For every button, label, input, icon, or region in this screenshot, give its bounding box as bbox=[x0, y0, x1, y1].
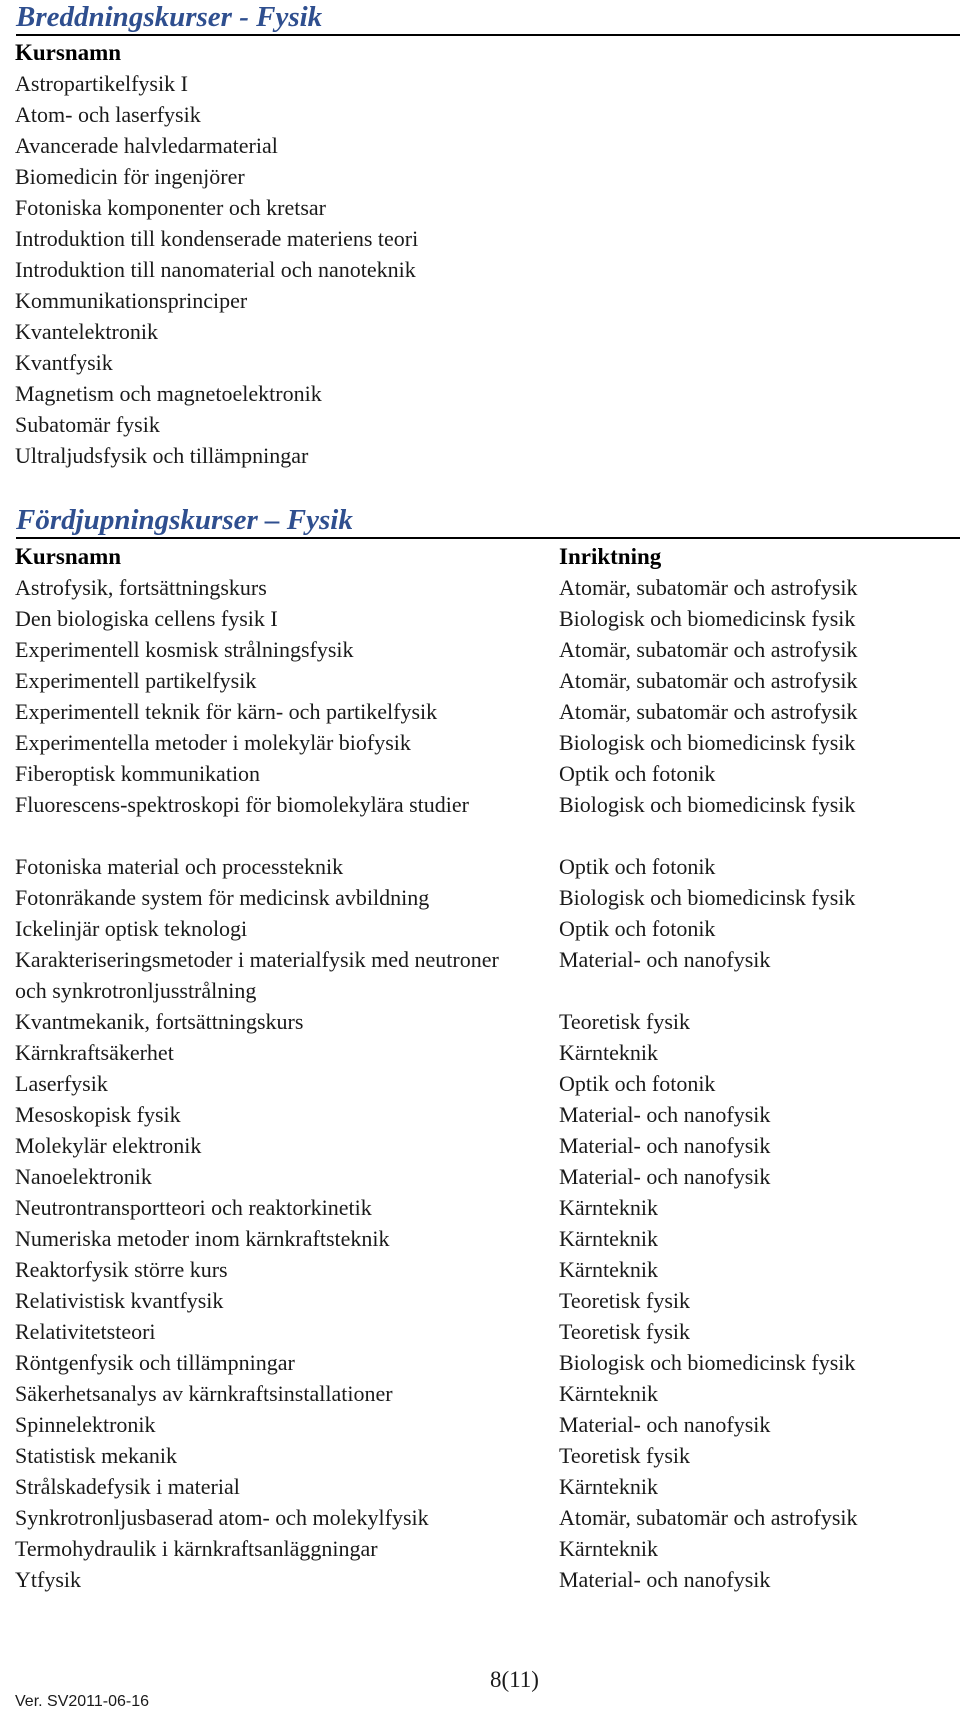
depth-course-track: Material- och nanofysik bbox=[559, 1567, 771, 1592]
depth-course-track: Teoretisk fysik bbox=[559, 1009, 691, 1034]
depth-course-name: Fotonräkande system för medicinsk avbildning bbox=[15, 885, 430, 910]
depth-course-name: Astrofysik, fortsättningskurs bbox=[15, 575, 267, 600]
depth-course-track: Atomär, subatomär och astrofysik bbox=[559, 699, 858, 724]
depth-course-track: Material- och nanofysik bbox=[559, 1102, 771, 1127]
depth-course-track: Teoretisk fysik bbox=[559, 1443, 691, 1468]
depth-course-name: Laserfysik bbox=[15, 1071, 108, 1096]
depth-heading: Fördjupningskurser – Fysik bbox=[16, 503, 960, 539]
depth-course-name: Fotoniska material och processteknik bbox=[15, 854, 344, 879]
depth-course-name: Molekylär elektronik bbox=[15, 1133, 202, 1158]
depth-course-name: Numeriska metoder inom kärnkraftsteknik bbox=[15, 1226, 390, 1251]
breadth-course-item: Introduktion till nanomaterial och nanoteknik bbox=[15, 257, 416, 282]
breadth-course-item: Atom- och laserfysik bbox=[15, 102, 201, 127]
depth-course-name: Relativistisk kvantfysik bbox=[15, 1288, 224, 1313]
breadth-column-header-course: Kursnamn bbox=[15, 40, 122, 65]
depth-course-name: Säkerhetsanalys av kärnkraftsinstallationer bbox=[15, 1381, 393, 1406]
depth-course-track: Atomär, subatomär och astrofysik bbox=[559, 668, 858, 693]
depth-course-name: Ytfysik bbox=[15, 1567, 81, 1592]
depth-course-name: Statistisk mekanik bbox=[15, 1443, 177, 1468]
depth-course-track: Kärnteknik bbox=[559, 1536, 658, 1561]
depth-course-name: Strålskadefysik i material bbox=[15, 1474, 240, 1499]
breadth-course-item: Magnetism och magnetoelektronik bbox=[15, 381, 322, 406]
depth-column-header-course: Kursnamn bbox=[15, 544, 122, 569]
breadth-course-item: Astropartikelfysik I bbox=[15, 71, 188, 96]
depth-course-name: Nanoelektronik bbox=[15, 1164, 152, 1189]
depth-column-header-track: Inriktning bbox=[559, 544, 662, 569]
depth-course-track: Kärnteknik bbox=[559, 1195, 658, 1220]
depth-course-track: Biologisk och biomedicinsk fysik bbox=[559, 792, 856, 817]
depth-course-track: Optik och fotonik bbox=[559, 916, 716, 941]
depth-course-name: Röntgenfysik och tillämpningar bbox=[15, 1350, 295, 1375]
depth-course-name: Experimentell kosmisk strålningsfysik bbox=[15, 637, 354, 662]
depth-course-name: Fluorescens-spektroskopi för biomolekylära studier bbox=[15, 792, 469, 817]
depth-course-track: Kärnteknik bbox=[559, 1474, 658, 1499]
depth-course-name: Relativitetsteori bbox=[15, 1319, 156, 1344]
depth-course-name: Fiberoptisk kommunikation bbox=[15, 761, 261, 786]
depth-course-track: Material- och nanofysik bbox=[559, 1133, 771, 1158]
depth-course-name: Reaktorfysik större kurs bbox=[15, 1257, 228, 1282]
depth-course-track: Material- och nanofysik bbox=[559, 1412, 771, 1437]
breadth-course-item: Kvantfysik bbox=[15, 350, 113, 375]
page-number: 8(11) bbox=[490, 1667, 539, 1692]
breadth-course-item: Introduktion till kondenserade materiens teori bbox=[15, 226, 419, 251]
depth-course-name: Mesoskopisk fysik bbox=[15, 1102, 181, 1127]
depth-course-name: Neutrontransportteori och reaktorkinetik bbox=[15, 1195, 372, 1220]
depth-course-name: Kärnkraftsäkerhet bbox=[15, 1040, 174, 1065]
breadth-course-item: Avancerade halvledarmaterial bbox=[15, 133, 278, 158]
depth-course-track: Optik och fotonik bbox=[559, 854, 716, 879]
depth-course-track: Kärnteknik bbox=[559, 1040, 658, 1065]
depth-course-name: Karakteriseringsmetoder i materialfysik med neutroner och synkrotronljusstrålning bbox=[15, 947, 499, 1003]
breadth-course-item: Subatomär fysik bbox=[15, 412, 160, 437]
depth-course-name: Synkrotronljusbaserad atom- och molekylfysik bbox=[15, 1505, 429, 1530]
depth-course-name: Experimentell partikelfysik bbox=[15, 668, 257, 693]
depth-course-track: Material- och nanofysik bbox=[559, 1164, 771, 1189]
depth-course-track: Optik och fotonik bbox=[559, 1071, 716, 1096]
depth-course-track: Biologisk och biomedicinsk fysik bbox=[559, 606, 856, 631]
depth-course-track: Biologisk och biomedicinsk fysik bbox=[559, 730, 856, 755]
depth-course-name: Ickelinjär optisk teknologi bbox=[15, 916, 248, 941]
depth-course-name: Termohydraulik i kärnkraftsanläggningar bbox=[15, 1536, 378, 1561]
breadth-course-item: Kvantelektronik bbox=[15, 319, 158, 344]
version-label: Ver. SV2011-06-16 bbox=[15, 1693, 150, 1710]
breadth-course-item: Ultraljudsfysik och tillämpningar bbox=[15, 443, 309, 468]
depth-course-name: Kvantmekanik, fortsättningskurs bbox=[15, 1009, 304, 1034]
depth-course-track: Teoretisk fysik bbox=[559, 1319, 691, 1344]
breadth-course-item: Fotoniska komponenter och kretsar bbox=[15, 195, 326, 220]
depth-course-track: Material- och nanofysik bbox=[559, 947, 771, 972]
depth-course-track: Optik och fotonik bbox=[559, 761, 716, 786]
depth-course-name: Experimentella metoder i molekylär biofysik bbox=[15, 730, 411, 755]
breadth-course-list bbox=[15, 68, 418, 471]
depth-course-track: Atomär, subatomär och astrofysik bbox=[559, 1505, 858, 1530]
depth-course-track: Kärnteknik bbox=[559, 1381, 658, 1406]
depth-course-track: Teoretisk fysik bbox=[559, 1288, 691, 1313]
depth-course-track: Atomär, subatomär och astrofysik bbox=[559, 575, 858, 600]
depth-course-name: Experimentell teknik för kärn- och partikelfysik bbox=[15, 699, 438, 724]
depth-course-name: Den biologiska cellens fysik I bbox=[15, 606, 278, 631]
depth-course-track: Atomär, subatomär och astrofysik bbox=[559, 637, 858, 662]
depth-course-track: Kärnteknik bbox=[559, 1257, 658, 1282]
depth-course-name: Spinnelektronik bbox=[15, 1412, 156, 1437]
breadth-course-item: Kommunikationsprinciper bbox=[15, 288, 248, 313]
depth-course-track: Kärnteknik bbox=[559, 1226, 658, 1251]
depth-course-track: Biologisk och biomedicinsk fysik bbox=[559, 1350, 856, 1375]
depth-course-track: Biologisk och biomedicinsk fysik bbox=[559, 885, 856, 910]
breadth-heading: Breddningskurser - Fysik bbox=[16, 0, 960, 36]
breadth-course-item: Biomedicin för ingenjörer bbox=[15, 164, 245, 189]
